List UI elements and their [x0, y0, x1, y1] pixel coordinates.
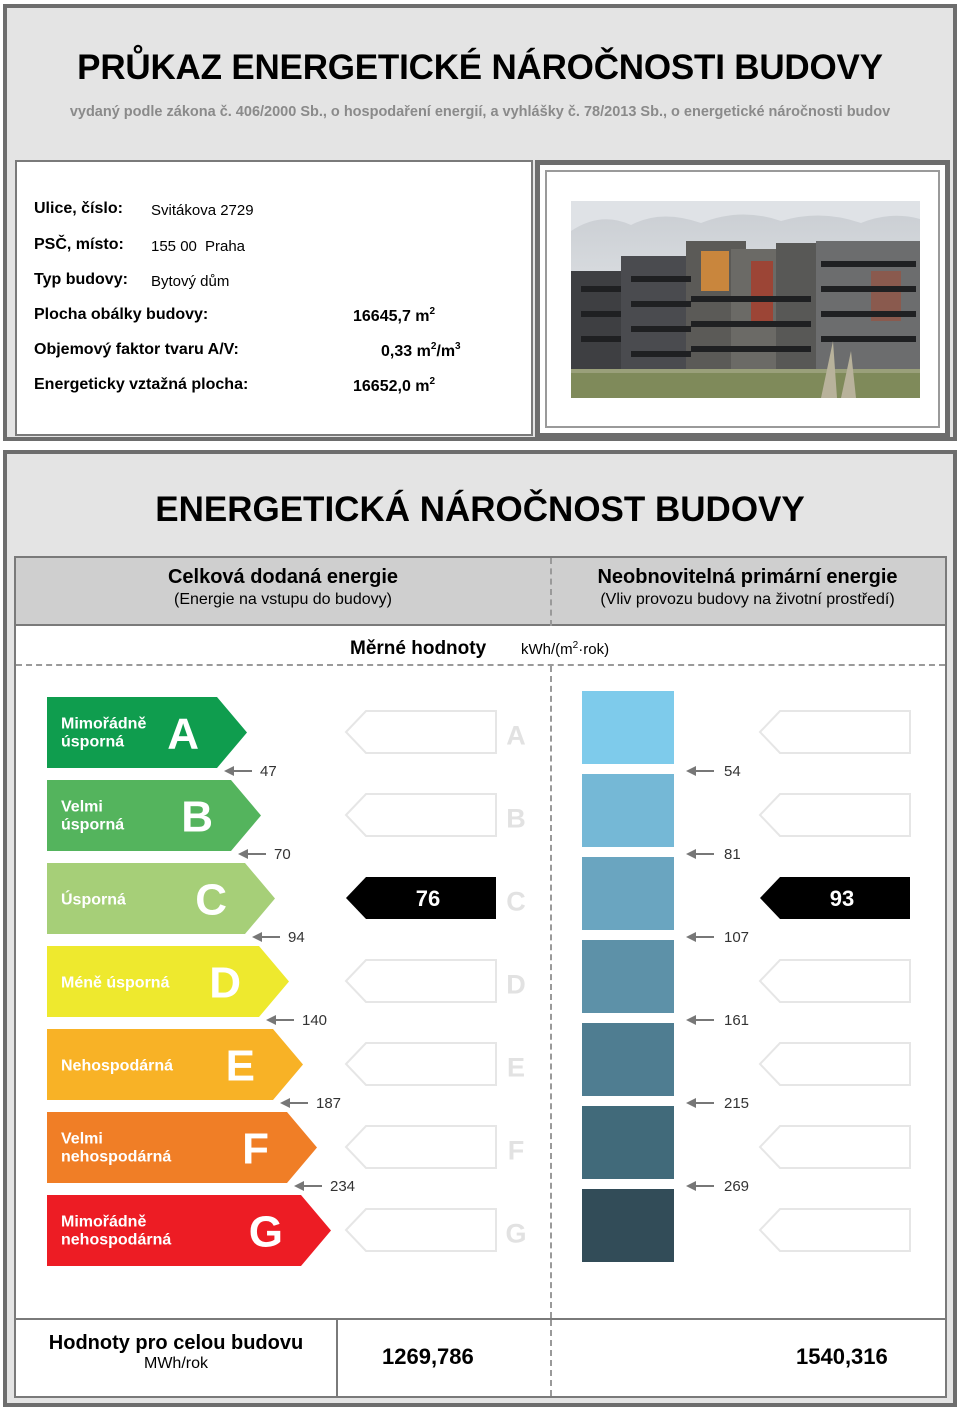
primary-value: 93 — [829, 886, 855, 911]
primary-threshold-5: 215 — [724, 1095, 750, 1112]
delivered-threshold-arrowhead-1 — [224, 766, 234, 776]
building-type-value: Bytový dům — [151, 273, 230, 290]
primary-threshold-arrowhead-1 — [686, 766, 696, 776]
class-b-letter: B — [181, 792, 213, 842]
class-f-letter: F — [242, 1124, 269, 1174]
street-label: Ulice, číslo: — [34, 200, 123, 217]
class-e-ghost-letter: E — [506, 1052, 526, 1083]
class-d-letter: D — [209, 958, 241, 1008]
class-f-arrow — [47, 1112, 317, 1183]
reference-area-label: Energeticky vztažná plocha: — [34, 376, 249, 393]
reference-area-value: 16652,0 $m^2$ — [353, 376, 436, 395]
class-b-label-line1: Velmi — [61, 798, 103, 816]
delivered-threshold-3: 94 — [288, 929, 305, 946]
class-b-delivered-pointer-outline — [346, 794, 496, 836]
delivered-threshold-arrowhead-6 — [294, 1181, 304, 1191]
primary-threshold-arrowhead-6 — [686, 1181, 696, 1191]
class-b-arrow — [47, 780, 261, 851]
class-f-label-line2: nehospodárná — [61, 1148, 172, 1166]
class-a-ghost-letter: A — [506, 720, 526, 751]
class-e-primary-bar — [582, 1023, 674, 1096]
delivered-threshold-1: 47 — [260, 763, 277, 780]
building-photo-border — [545, 170, 940, 428]
primary-threshold-arrowhead-4 — [686, 1015, 696, 1025]
class-d-primary-pointer-outline — [760, 960, 910, 1002]
totals-column-divider — [550, 1320, 552, 1396]
energy-scale — [16, 558, 945, 1318]
energy-scale-box — [14, 556, 947, 1398]
class-d-primary-bar — [582, 940, 674, 1013]
shape-factor-value: 0,33 $m^2/m^3$ — [381, 341, 461, 360]
class-g-primary-bar — [582, 1189, 674, 1262]
city-value: Praha — [205, 238, 246, 255]
building-info-box — [15, 160, 533, 436]
class-g-label-line2: nehospodárná — [61, 1231, 172, 1249]
class-a-primary-pointer-outline — [760, 711, 910, 753]
class-f-delivered-pointer-outline — [346, 1126, 496, 1168]
energy-performance-section — [3, 450, 957, 1407]
class-a-label-line1: Mimořádně — [61, 715, 147, 733]
delivered-threshold-arrowhead-2 — [238, 849, 248, 859]
envelope-area-label: Plocha obálky budovy: — [34, 306, 209, 323]
class-e-label: Nehospodárná — [61, 1057, 174, 1075]
class-b-primary-pointer-outline — [760, 794, 910, 836]
total-primary-value: 1540,316 — [796, 1344, 888, 1369]
section-title: ENERGETICKÁ NÁROČNOST BUDOVY — [155, 490, 805, 529]
class-g-delivered-pointer-outline — [346, 1209, 496, 1251]
class-f-primary-bar — [582, 1106, 674, 1179]
totals-row — [16, 1318, 945, 1396]
primary-threshold-1: 54 — [724, 763, 741, 780]
class-a-letter: A — [167, 709, 199, 759]
class-b-label-line2: úsporná — [61, 816, 125, 834]
class-c-label: Úsporná — [61, 891, 126, 909]
document-subtitle: vydaný podle zákona č. 406/2000 Sb., o hospodaření energií, a vyhlášky č. 78/2013 Sb., o energetické náročnosti budov — [69, 104, 891, 120]
delivered-threshold-arrowhead-3 — [252, 932, 262, 942]
class-c-ghost-letter: C — [506, 886, 526, 917]
building-photo-frame — [535, 160, 950, 438]
primary-energy-header: Neobnovitelná primární energie (Vliv provozu budovy na životní prostředí) — [597, 566, 898, 608]
class-d-delivered-pointer-outline — [346, 960, 496, 1002]
class-f-label-line1: Velmi — [61, 1130, 103, 1148]
specific-values-unit: kWh/$(m^2\cdot rok)$ — [521, 640, 610, 658]
class-g-arrow — [47, 1195, 331, 1266]
class-b-ghost-letter: B — [506, 803, 526, 834]
envelope-area-value: 16645,7 $m^2$ — [353, 306, 436, 325]
class-g-label-line1: Mimořádně — [61, 1213, 147, 1231]
delivered-value: 76 — [415, 886, 441, 911]
shape-factor-label: Objemový faktor tvaru A/V: — [34, 341, 239, 358]
delivered-threshold-arrowhead-4 — [266, 1015, 276, 1025]
class-g-letter: G — [248, 1207, 283, 1257]
primary-threshold-3: 107 — [724, 929, 750, 946]
primary-threshold-2: 81 — [724, 846, 741, 863]
class-g-ghost-letter: G — [505, 1218, 527, 1249]
primary-threshold-6: 269 — [724, 1178, 750, 1195]
class-e-primary-pointer-outline — [760, 1043, 910, 1085]
delivered-threshold-4: 140 — [302, 1012, 328, 1029]
specific-values-title: Měrné hodnoty — [350, 638, 487, 659]
totals-divider — [336, 1320, 338, 1396]
delivered-energy-header: Celková dodaná energie (Energie na vstupu do budovy) — [167, 566, 399, 608]
primary-threshold-4: 161 — [724, 1012, 750, 1029]
primary-threshold-arrowhead-2 — [686, 849, 696, 859]
total-delivered-value: 1269,786 — [382, 1344, 474, 1369]
class-e-delivered-pointer-outline — [346, 1043, 496, 1085]
class-b-primary-bar — [582, 774, 674, 847]
class-g-primary-pointer-outline — [760, 1209, 910, 1251]
document-title: PRŮKAZ ENERGETICKÉ NÁROČNOSTI BUDOVY — [77, 48, 883, 87]
class-d-label: Méně úsporná — [61, 974, 170, 992]
primary-threshold-arrowhead-5 — [686, 1098, 696, 1108]
primary-threshold-arrowhead-3 — [686, 932, 696, 942]
delivered-threshold-5: 187 — [316, 1095, 342, 1112]
psc-label: PSČ, místo: — [34, 236, 124, 253]
street-value: Svitákova 2729 — [151, 202, 254, 219]
psc-value: 155 00 — [151, 238, 197, 255]
header-section — [3, 4, 957, 441]
class-f-primary-pointer-outline — [760, 1126, 910, 1168]
class-a-label-line2: úsporná — [61, 733, 125, 751]
class-e-letter: E — [225, 1041, 255, 1091]
class-d-ghost-letter: D — [506, 969, 526, 1000]
building-photo — [571, 201, 920, 398]
delivered-threshold-arrowhead-5 — [280, 1098, 290, 1108]
class-a-primary-bar — [582, 691, 674, 764]
class-f-ghost-letter: F — [507, 1135, 525, 1166]
building-type-label: Typ budovy: — [34, 271, 128, 288]
delivered-threshold-2: 70 — [274, 846, 291, 863]
class-c-primary-bar — [582, 857, 674, 930]
class-a-arrow — [47, 697, 247, 768]
class-c-letter: C — [195, 875, 227, 925]
class-a-delivered-pointer-outline — [346, 711, 496, 753]
totals-label: Hodnoty pro celou budovu MWh/rok — [48, 1332, 304, 1372]
delivered-threshold-6: 234 — [330, 1178, 356, 1195]
